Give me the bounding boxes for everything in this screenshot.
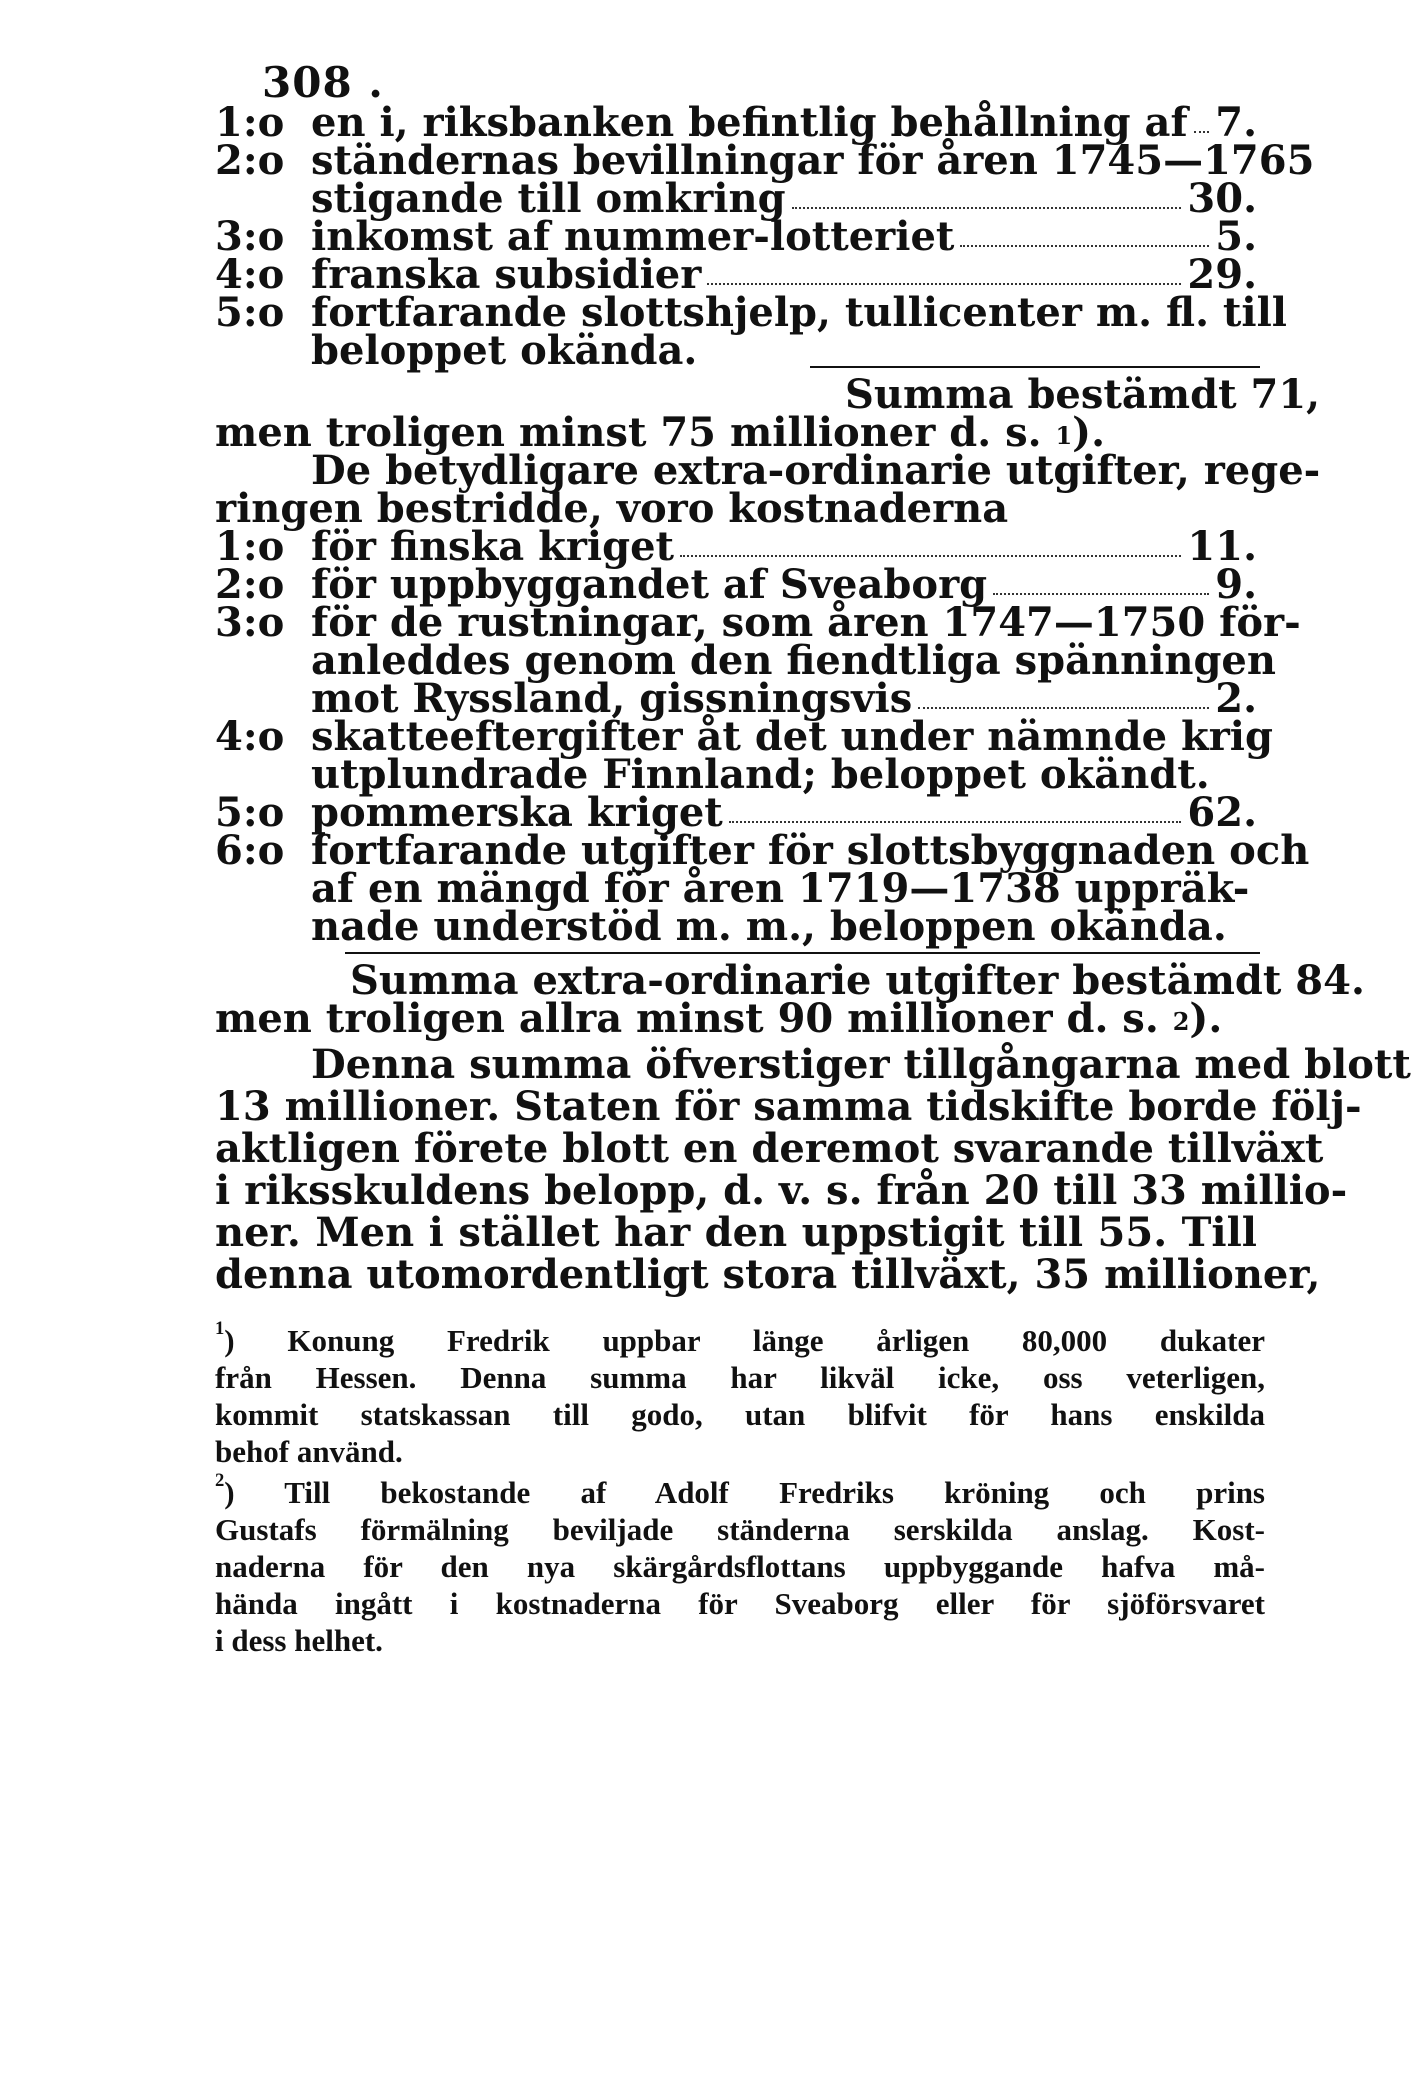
- footnote-ref: 2: [1172, 1007, 1190, 1036]
- footnote-ref: 1: [1055, 421, 1073, 450]
- footnote-1-line: kommit statskassan till godo, utan blifvit för hans enskilda: [215, 1397, 1265, 1432]
- item-text: mot Ryssland, gissningsvis: [311, 675, 913, 722]
- item-text: nade understöd m. m., beloppen okända.: [311, 903, 1227, 950]
- item-number: 3:o: [215, 599, 285, 646]
- expenses-intro-line: ringen bestridde, voro kostnaderna: [215, 485, 1009, 532]
- item-text: utplundrade Finnland; beloppet okändt.: [311, 751, 1210, 798]
- paragraph-line: Denna summa öfverstiger tillgångarna med blott: [311, 1041, 1411, 1088]
- sum-note: men troligen minst 75 millioner d. s.: [215, 409, 1042, 456]
- sum-label: Summa extra-ordinarie utgifter bestämdt 84.: [350, 957, 1365, 1004]
- item-text: inkomst af nummer-lotteriet: [311, 213, 955, 260]
- paragraph-line: ner. Men i stället har den uppstigit till 55. Till: [215, 1209, 1257, 1256]
- dot-leader: [1194, 101, 1210, 133]
- item-text: för uppbyggandet af Sveaborg: [311, 561, 988, 608]
- footnote-1-line1: $^1$) Konung Fredrik uppbar länge årligen 80,000 dukater: [215, 1318, 1265, 1358]
- footnote-marker: 2: [215, 1470, 225, 1491]
- item-number: 1:o: [215, 523, 285, 570]
- dot-leader: [729, 791, 1182, 823]
- item-number: 5:o: [215, 289, 285, 336]
- item-number: 1:o: [215, 99, 285, 146]
- expenses-intro-line: De betydligare extra-ordinarie utgifter, rege-: [311, 447, 1321, 494]
- item-text: för de rustningar, som åren 1747—1750 för-: [311, 599, 1301, 646]
- list-item-continuation: [311, 328, 697, 374]
- item-text: franska subsidier: [311, 251, 702, 298]
- item-value: 62.: [1187, 789, 1257, 836]
- dot-leader: [707, 253, 1181, 285]
- item-text: för finska kriget: [311, 523, 675, 570]
- item-text: fortfarande slottshjelp, tullicenter m. fl. till: [311, 289, 1287, 336]
- footnote-2-line: Gustafs förmälning beviljade ständerna serskilda anslag. Kost-: [215, 1512, 1265, 1547]
- item-value: 11.: [1187, 523, 1257, 570]
- list-item-continuation: [311, 904, 1227, 950]
- item-value: 5.: [1215, 213, 1257, 260]
- item-text: af en mängd för åren 1719—1738 uppräk-: [311, 865, 1250, 912]
- footnote-2-line1: $^2$) Till bekostande af Adolf Fredriks kröning och prins: [215, 1470, 1265, 1510]
- dot-leader: [960, 215, 1209, 247]
- paragraph-line: aktligen förete blott en deremot svarande tillväxt: [215, 1125, 1324, 1172]
- item-value: 2.: [1215, 675, 1257, 722]
- sum-label: Summa bestämdt 71,: [845, 371, 1321, 418]
- item-number: 2:o: [215, 561, 285, 608]
- dot-leader: [993, 563, 1209, 595]
- item-number: 4:o: [215, 713, 285, 760]
- item-text: en i, riksbanken befintlig behållning af: [311, 99, 1188, 146]
- item-number: 2:o: [215, 137, 285, 184]
- item-number: 6:o: [215, 827, 285, 874]
- expenses-sum-note: [215, 996, 1222, 1042]
- footnote-text: Till bekostande af Adolf Fredriks kröning och prins: [284, 1475, 1265, 1510]
- item-text: stigande till omkring: [311, 175, 786, 222]
- item-number: 4:o: [215, 251, 285, 298]
- sum-rule: [810, 366, 1260, 368]
- item-number: 3:o: [215, 213, 285, 260]
- item-text: fortfarande utgifter för slottsbyggnaden och: [311, 827, 1310, 874]
- footnote-2-line: i dess helhet.: [215, 1623, 383, 1658]
- sum-note: men troligen allra minst 90 millioner d. s.: [215, 995, 1159, 1042]
- footnote-text: Konung Fredrik uppbar länge årligen 80,000 dukater: [287, 1323, 1265, 1358]
- footnote-2-line: hända ingått i kostnaderna för Sveaborg eller för sjöförsvaret: [215, 1586, 1265, 1621]
- paragraph-line: 13 millioner. Staten för samma tidskifte borde följ-: [215, 1083, 1362, 1130]
- item-text: beloppet okända.: [311, 327, 698, 374]
- sum-rule: [345, 952, 1260, 954]
- sum-note-end: ).: [1072, 409, 1106, 456]
- item-text: anleddes genom den fiendtliga spänningen: [311, 637, 1276, 684]
- item-value: 7.: [1215, 99, 1257, 146]
- item-value: 29.: [1187, 251, 1257, 298]
- footnote-1-line: från Hessen. Denna summa har likväl icke, oss veterligen,: [215, 1360, 1265, 1395]
- paragraph-line: i riksskuldens belopp, d. v. s. från 20 till 33 millio-: [215, 1167, 1348, 1214]
- item-text: ständernas bevillningar för åren 1745—1765: [311, 137, 1315, 184]
- item-text: pommerska kriget: [311, 789, 723, 836]
- item-text: skatteeftergifter åt det under nämnde krig: [311, 713, 1273, 760]
- footnote-marker: 1: [215, 1318, 225, 1339]
- footnote-2-line: naderna för den nya skärgårdsflottans uppbyggande hafva må-: [215, 1549, 1265, 1584]
- paragraph-line: denna utomordentligt stora tillväxt, 35 millioner,: [215, 1251, 1321, 1298]
- item-number: 5:o: [215, 789, 285, 836]
- dot-leader: [680, 525, 1181, 557]
- page-number: 308 .: [262, 58, 384, 107]
- item-value: 9.: [1215, 561, 1257, 608]
- dot-leader: [792, 177, 1182, 209]
- footnote-1-line: behof använd.: [215, 1434, 403, 1469]
- item-value: 30.: [1187, 175, 1257, 222]
- dot-leader: [918, 677, 1209, 709]
- sum-note-end: ).: [1189, 995, 1223, 1042]
